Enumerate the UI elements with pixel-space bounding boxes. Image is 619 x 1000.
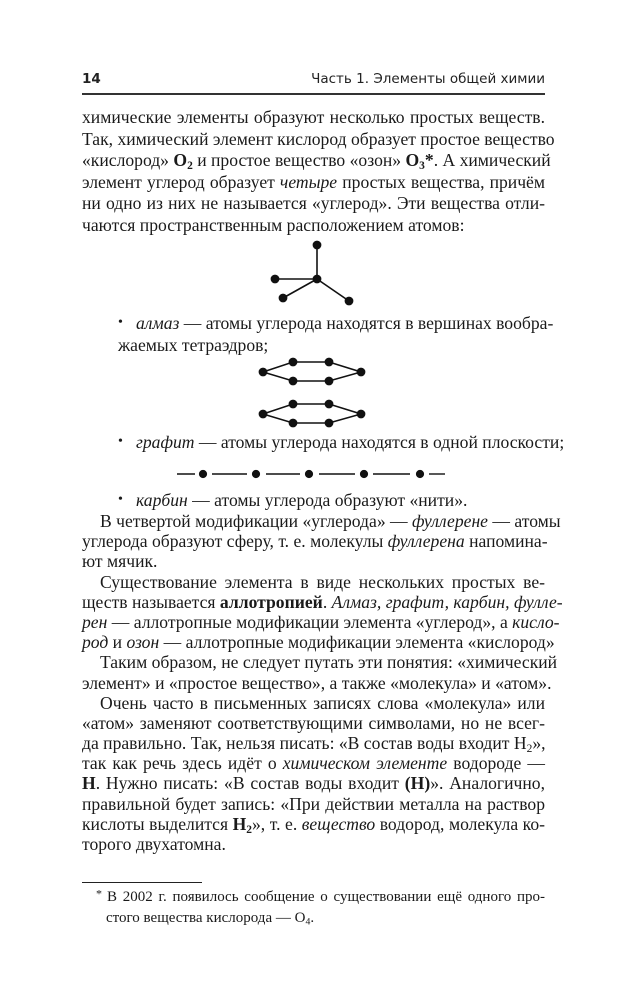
atom: [259, 368, 266, 375]
text-segment: — атомы углерода находятся в одной плоскости;: [194, 432, 565, 452]
text-segment: В четвертой модификации «углерода» —: [100, 511, 413, 531]
text-segment: «атом» заменяют соответствующими символами, но не всег-: [82, 712, 545, 733]
atom: [357, 368, 364, 375]
italic-text: фуллерене: [412, 511, 488, 531]
atom: [289, 400, 296, 407]
text-segment: водороде —: [447, 753, 545, 774]
text-segment: напомина-: [464, 531, 548, 552]
text-line: [82, 172, 545, 194]
atom: [313, 241, 320, 248]
text-segment: Таким образом, не следует путать эти понятия: «химический: [100, 652, 558, 673]
text-segment: да правильно. Так, нельзя писать: «В состав воды входит H: [82, 733, 527, 754]
italic-text: карбин: [136, 490, 188, 510]
text-segment: и простое вещество «озон»: [192, 150, 406, 170]
italic-text: химическом элементе: [282, 753, 448, 774]
text-segment: и: [108, 632, 127, 653]
bold-text: H: [82, 773, 96, 794]
text-segment: ни одно из них не называется «углерод». Эти вещества отли-: [82, 193, 545, 213]
text-line: [82, 107, 545, 129]
italic-text: род: [82, 632, 109, 653]
text-segment: Существование элемента в виде нескольких простых ве-: [100, 571, 545, 592]
bold-text: O: [405, 150, 420, 170]
text-segment: », т. е.: [251, 813, 302, 834]
text-segment: химические элементы образуют несколько простых веществ.: [82, 107, 545, 127]
text-segment: жаемых тетраэдров;: [118, 335, 269, 355]
bold-text: O: [173, 150, 188, 170]
text-segment: Очень часто в письменных записях слова «молекула» или: [100, 692, 545, 713]
text-line: [82, 713, 545, 733]
bullet-almaz: [82, 312, 554, 356]
text-segment: — атомы углерода находятся в вершинах вообра-: [179, 313, 554, 333]
text-segment: простых вещества, причём: [337, 171, 545, 192]
text-line: [82, 733, 545, 753]
text-segment: ют мячик.: [82, 551, 158, 572]
atom: [271, 275, 278, 282]
body-paragraphs: [82, 511, 563, 854]
text-segment: чаются пространственным расположением атомов:: [82, 214, 465, 235]
italic-text: четыре: [279, 171, 338, 192]
italic-text: алмаз: [136, 313, 180, 333]
page-number: 14: [82, 71, 101, 87]
atom: [253, 471, 260, 478]
text-line: [82, 794, 545, 814]
atom: [325, 400, 332, 407]
text-line: [82, 814, 545, 834]
atom: [345, 297, 352, 304]
text-segment: . А химический: [433, 150, 551, 170]
italic-text: вещество: [301, 813, 376, 834]
bold-text: H: [232, 813, 247, 834]
text-segment: — атомы: [488, 511, 561, 531]
italic-text: кисло-: [512, 611, 560, 632]
italic-text: озон: [126, 632, 160, 653]
text-line: [82, 489, 545, 511]
text-line: [82, 193, 545, 215]
text-segment: — атомы углерода образуют «нити».: [187, 490, 468, 510]
text-line: [82, 753, 545, 773]
atom: [289, 377, 296, 384]
subscript: 3: [419, 159, 425, 172]
text-segment: элемент углерод образует: [82, 171, 280, 192]
text-segment: так как речь здесь идёт о: [82, 753, 283, 774]
text-line: [82, 431, 565, 453]
subscript: 2: [187, 159, 193, 172]
text-segment: . Нужно писать: «В состав воды входит: [95, 773, 405, 794]
text-line: [82, 611, 560, 632]
atom: [325, 377, 332, 384]
paragraph-intro: [82, 107, 555, 236]
atom: [325, 419, 332, 426]
text-segment: правильной будет запись: «При действии металла на раствор: [82, 793, 545, 814]
atom: [361, 471, 368, 478]
bullet-grafit: [82, 431, 565, 453]
italic-text: Алмаз, графит, карбин, фулле-: [331, 591, 563, 612]
text-line: [82, 334, 545, 356]
atom: [289, 419, 296, 426]
text-segment: кислоты выделится: [82, 813, 233, 834]
atom: [200, 471, 207, 478]
text-segment: элемент» и «простое вещество», а также «молекула» и «атом».: [82, 672, 552, 693]
text-line: [82, 511, 561, 531]
bold-text: аллотропией: [219, 591, 323, 612]
atom: [259, 410, 266, 417]
text-line: [82, 551, 545, 571]
text-line: [82, 908, 545, 929]
italic-text: фуллерена: [387, 531, 465, 552]
italic-text: графит: [136, 432, 195, 452]
text-segment: .: [310, 910, 315, 926]
text-segment: ществ называется: [82, 591, 220, 612]
atom: [279, 294, 286, 301]
text-line: [82, 591, 563, 612]
bold-text: (H): [404, 773, 431, 794]
subscript: 2: [246, 823, 252, 836]
text-segment: — аллотропные модификации элемента «углерод», а: [107, 611, 513, 632]
text-line: [82, 672, 552, 693]
subscript: 2: [526, 742, 533, 755]
text-segment: углерода образуют сферу, т. е. молекулы: [82, 531, 388, 552]
text-line: [82, 773, 545, 793]
text-segment: водород, молекула ко-: [375, 813, 545, 834]
text-line: [82, 887, 545, 908]
footnote: [82, 887, 545, 929]
text-line: [82, 572, 545, 592]
text-segment: Так, химический элемент кислород образует простое вещество: [82, 128, 555, 149]
text-segment: .: [322, 591, 332, 612]
text-line: [82, 693, 545, 713]
text-line: [82, 128, 555, 151]
bold-text: *: [424, 150, 434, 170]
text-segment: В 2002 г. появилось сообщение о существовании ещё одного про-: [107, 889, 545, 905]
text-line: [82, 652, 558, 673]
footnote-rule: [82, 882, 202, 883]
italic-text: рен: [82, 611, 108, 632]
atom: [306, 471, 313, 478]
text-segment: торого двухатомна.: [82, 834, 226, 854]
text-line: [82, 834, 545, 854]
text-line: [82, 632, 555, 653]
text-segment: — аллотропные модификации элемента «кислород»: [159, 632, 555, 653]
footnote-marker: *: [96, 886, 107, 901]
header-rule: [82, 93, 545, 95]
bullet-karbin: [82, 489, 545, 511]
text-segment: »,: [532, 733, 546, 754]
text-line: [82, 150, 551, 172]
text-line: [82, 531, 548, 552]
running-title: Часть 1. Элементы общей химии: [311, 71, 545, 87]
text-segment: «кислород»: [82, 150, 174, 170]
atom: [313, 275, 320, 282]
atom: [325, 358, 332, 365]
text-line: [82, 312, 554, 334]
atom: [417, 471, 424, 478]
atom: [357, 410, 364, 417]
text-line: [82, 215, 545, 237]
atom: [289, 358, 296, 365]
subscript: 4: [305, 916, 311, 928]
text-segment: стого вещества кислорода — O: [106, 910, 306, 926]
text-segment: ». Аналогично,: [430, 773, 545, 794]
